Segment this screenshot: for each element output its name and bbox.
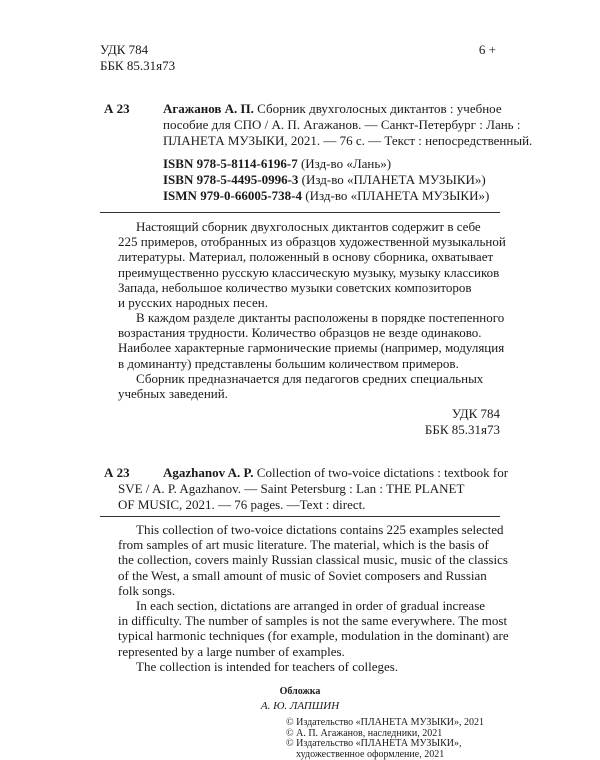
line: from samples of art music literature. The material, which is the basis of [118,537,499,552]
ru-ismn [163,188,489,204]
ru-desc-line1 [163,101,493,117]
ru-desc-text1: Сборник двухголосных диктантов : учебное [257,101,501,116]
line: the collection, covers mainly Russian classical music, music of the classics [118,552,499,567]
en-desc-line2: SVE / A. P. Agazhanov. — Saint Petersburg : Lan : THE PLANET [118,481,464,497]
ru-isbn-2 [163,172,486,188]
ru-code: А 23 [104,101,130,117]
line: возрастания трудности. Количество образцов не везде одинаково. [118,325,499,340]
cover-label: Обложка [200,686,400,698]
isbn-publisher: (Изд-во «ПЛАНЕТА МУЗЫКИ») [302,172,486,187]
ru-desc-line2: пособие для СПО / А. П. Агажанов. — Санкт-Петербург : Лань : [163,117,520,133]
ru-abstract-p2 [118,310,499,371]
line: represented by a large number of examples. [118,644,499,659]
en-desc-line1 [163,465,508,481]
isbn-publisher: (Изд-во «ПЛАНЕТА МУЗЫКИ») [305,188,489,203]
ru-divider [100,212,500,213]
line: Наиболее характерные гармонические приемы (например, модуляция [118,340,499,355]
line: в доминанту) представлены большим количеством примеров. [118,356,499,371]
line: Сборник предназначается для педагогов средних специальных [118,371,499,386]
line: преимущественно русскую классическую музыку, музыку классиков [118,265,499,280]
line: литературы. Материал, положенный в основу сборника, охватывает [118,249,499,264]
ismn-number: ISMN 979-0-66005-738-4 [163,188,302,203]
en-abstract-p3 [118,659,499,674]
copyright-line: © А. П. Агажанов, наследники, 2021 [286,729,484,740]
line: The collection is intended for teachers of colleges. [118,659,499,674]
line: This collection of two-voice dictations contains 225 examples selected [118,522,499,537]
ru-desc-line3: ПЛАНЕТА МУЗЫКИ, 2021. — 76 с. — Текст : непосредственный. [163,133,532,149]
header-udk: УДК 784 [100,42,148,58]
ru-author: Агажанов А. П. [163,101,254,116]
line: folk songs. [118,583,499,598]
line: Запада, небольшое количество музыки советских композиторов [118,280,499,295]
line: typical harmonic techniques (for example, modulation in the dominant) are [118,628,499,643]
line: В каждом разделе диктанты расположены в порядке постепенного [118,310,499,325]
ru-bbk: ББК 85.31я73 [425,422,500,438]
en-abstract-p2 [118,598,499,659]
line: 225 примеров, отобранных из образцов художественной музыкальной [118,234,499,249]
en-abstract-p1 [118,522,499,598]
line: of the West, a small amount of music of Soviet composers and Russian [118,568,499,583]
header-bbk: ББК 85.31я73 [100,58,175,74]
copyright-line: © Издательство «ПЛАНЕТА МУЗЫКИ», 2021 [286,718,484,729]
copyright-block [286,718,484,760]
en-desc-line3: OF MUSIC, 2021. — 76 pages. —Text : direct. [118,497,366,513]
en-desc-text1: Collection of two-voice dictations : textbook for [257,465,508,480]
line: In each section, dictations are arranged in order of gradual increase [118,598,499,613]
isbn-number: ISBN 978-5-8114-6196-7 [163,156,298,171]
copyright-line: художественное оформление, 2021 [286,750,484,760]
cover-artist: А. Ю. ЛАПШИН [200,700,400,713]
ru-udk: УДК 784 [452,406,500,422]
isbn-publisher: (Изд-во «Лань») [301,156,391,171]
ru-abstract-p1 [118,219,499,310]
en-code: А 23 [104,465,130,481]
en-author: Agazhanov A. P. [163,465,254,480]
ru-isbn-1 [163,156,391,172]
line: учебных заведений. [118,386,499,401]
isbn-number: ISBN 978-5-4495-0996-3 [163,172,298,187]
copyright-line: © Издательство «ПЛАНЕТА МУЗЫКИ», [286,739,484,750]
line: Настоящий сборник двухголосных диктантов содержит в себе [118,219,499,234]
ru-abstract-p3 [118,371,499,401]
age-rating: 6 + [479,42,496,58]
en-divider [100,516,500,517]
line: in difficulty. The number of samples is not the same everywhere. The most [118,613,499,628]
line: и русских народных песен. [118,295,499,310]
